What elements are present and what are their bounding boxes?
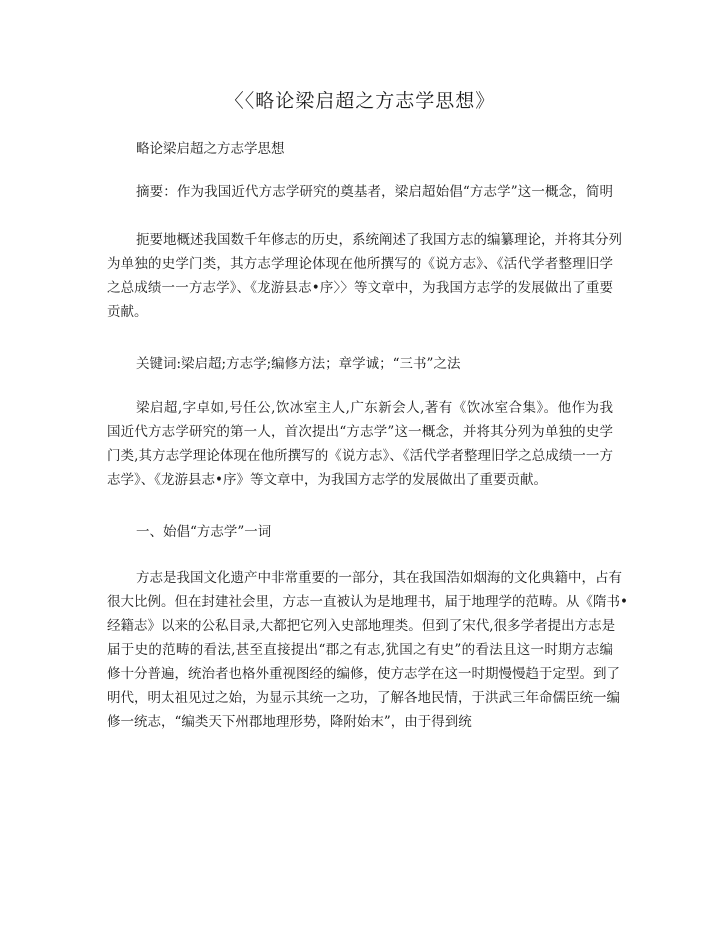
document-title: 〈〈略论梁启超之方志学思想》 (224, 90, 496, 112)
keywords (107, 352, 613, 376)
paragraph-line: 很大比例。但在封建社会里，方志一直被认为是地理书，届于地理学的范畴。从《隋书• (107, 594, 628, 610)
paragraph-line: 扼要地概述我国数千年修志的历史，系统阐述了我国方志的编纂理论，并将其分列 (136, 232, 622, 248)
paragraph-line: 方志是我国文化遗产中非常重要的一部分，其在我国浩如烟海的文化典籍中，占有 (136, 570, 622, 586)
section-heading (107, 520, 613, 544)
paragraph-line: 门类,其方志学理论体现在他所撰写的《说方志》、《活代学者整理旧学之总成绩一一方 (107, 448, 613, 464)
paragraph-line: 修十分普遍，统治者也格外重视图经的编修，使方志学在这一时期慢慢趋于定型。到了 (107, 666, 620, 682)
section-heading-text: 一、始倡“方志学”一词 (136, 524, 272, 540)
paragraph-line: 贡献。 (107, 304, 148, 320)
keywords-text: 关键词:梁启超;方志学;编修方法；章学诚；“三书”之法 (136, 356, 461, 372)
paragraph-line: 之总成绩一一方志学》、《龙游县志•序〉〉等文章中，为我国方志学的发展做出了重要 (107, 280, 613, 296)
paragraph-line: 志学》、《龙游县志•序》等文章中，为我国方志学的发展做出了重要贡献。 (107, 472, 547, 488)
abstract-paragraph (107, 228, 622, 324)
paragraph-line: 修一统志，“编类天下州郡地理形势，降附始末”，由于得到统 (107, 714, 472, 730)
paragraph-line: 明代，明太祖见过之始，为显示其统一之功，了解各地民情，于洪武三年命儒臣统一编 (107, 690, 620, 706)
paragraph-line: 为单独的史学门类，其方志学理论体现在他所撰写的《说方志》、《活代学者整理旧学 (107, 256, 613, 272)
paragraph-line: 梁启超,字卓如,号任公,饮冰室主人,广东新会人,著有《饮冰室合集》。他作为我 (136, 400, 613, 416)
abstract-lead (107, 180, 613, 204)
paragraph-line: 国近代方志学研究的第一人，首次提出“方志学”这一概念，并将其分列为单独的史学 (107, 424, 613, 440)
paragraph-line: 经籍志》以来的公私目录,大都把它列入史部地理类。但到了宋代,很多学者提出方志是 (107, 618, 616, 634)
subtitle-text: 略论梁启超之方志学思想 (136, 141, 285, 157)
abstract-lead-line: 摘要：作为我国近代方志学研究的奠基者，梁启超始倡“方志学”这一概念，简明 (136, 184, 613, 200)
section1-paragraph (107, 566, 628, 734)
intro-paragraph (107, 396, 613, 492)
paragraph-line: 届于史的范畴的看法,甚至直接提出“郡之有志,犹国之有史”的看法且这一时期方志编 (107, 642, 613, 658)
subtitle (107, 137, 613, 161)
